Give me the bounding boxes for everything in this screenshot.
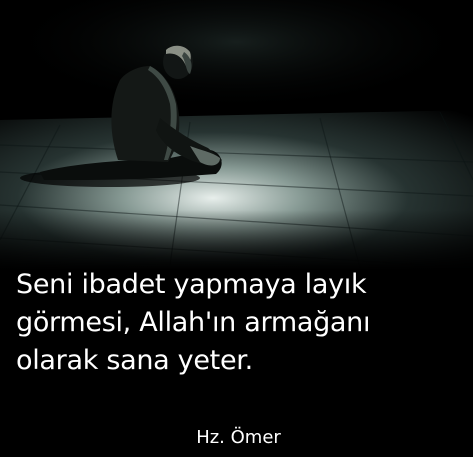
quote-text xyxy=(16,266,466,380)
quote-line: görmesi, Allah'ın armağanı xyxy=(16,307,371,338)
quote-author: Hz. Ömer xyxy=(196,427,281,448)
quote-line: olarak sana yeter. xyxy=(16,345,253,376)
quote-line: Seni ibadet yapmaya layık xyxy=(16,269,367,300)
floor xyxy=(0,110,473,270)
